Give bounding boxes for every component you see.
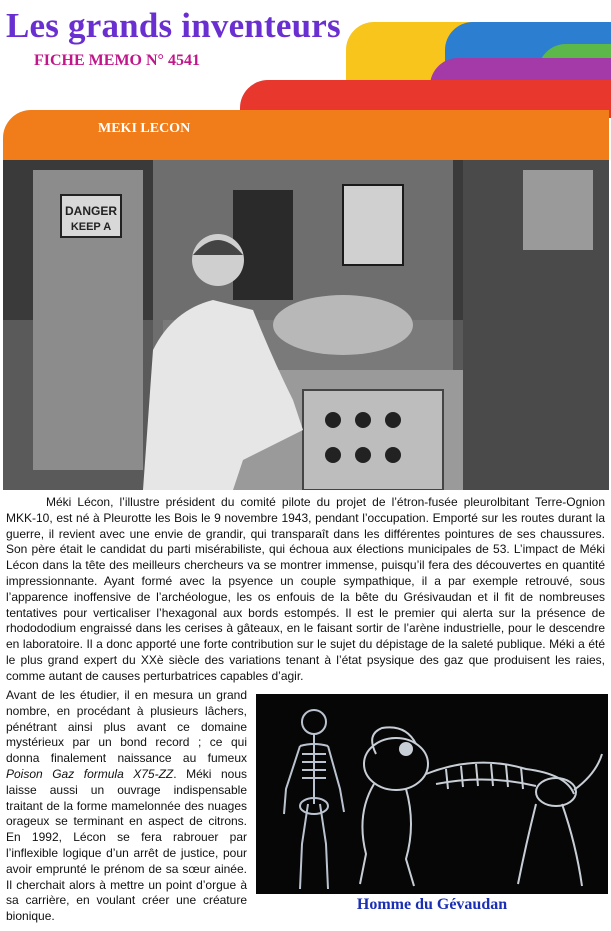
inventor-name: MEKI LECON bbox=[98, 121, 191, 136]
paragraph-text-part-2: . Méki nous laisse aussi un ouvrage indispensable traitant de la forme mamelonnée des nuages orageux se terminant en aspect de citrons. En 1992, Lécon se fera rabrouer par l’inflexible logique d’un arrêt de justice, pour avoir emprunté le prénom de sa sœur ainée. Il cherchait alors à mettre un point d’orgue à sa carrière, en voulant créer une créature bionique. bbox=[6, 766, 248, 924]
xray-figure bbox=[256, 694, 608, 894]
memo-number: FICHE MEMO N° 4541 bbox=[34, 52, 200, 69]
article-paragraph-left bbox=[6, 688, 247, 925]
paragraph-text-part-1: Avant de les étudier, il en mesura un grand nombre, en procédant à plusieurs lâchers, pénétrant ainsi plus avant ce domaine mystérieux par un bond record ; ce qui donna finalement naissance au fumeux bbox=[6, 688, 247, 766]
page-title: Les grands inventeurs bbox=[6, 6, 341, 45]
svg-text:DANGER: DANGER bbox=[64, 204, 118, 218]
svg-text:KEEP A: KEEP A bbox=[70, 221, 112, 233]
figure-caption: Homme du Gévaudan bbox=[356, 896, 508, 913]
poison-gaz-formula: Poison Gaz formula X75-ZZ bbox=[6, 766, 174, 781]
laboratory-photo bbox=[3, 160, 609, 490]
article-paragraph-main: Méki Lécon, l’illustre président du comité pilote du projet de l’étron-fusée pleurolbitant Terre-Ognion MKK-10, est né à Pleurotte les Bois le 9 novembre 1943, pendant l’occupation. Emporté sur les routes durant la guerre, il revient avec une envie de grandir, qui transparaît dans les différentes pointures de ses chaussures. Son père était le candidat du parti misérabiliste, qui échoua aux élections municipales de 53. L’impact de Méki Lécon dans la tête des meilleurs chercheurs va se montrer immense, puisqu’il fera des découvertes en quantité impressionnante. Ayant formé avec la psyence un couple sympathique, il a par exemple retrouvé, sous l’apparence inoffensive de l’archéologue, les os enfouis de la bête du Grésivaudan et il fit de nombreuses tentatives pour verticaliser l’hexagonal aux bords estompés. Il est le premier qui alerta sur la présence de rhodododium engraissé dans les cerises à gâteaux, en le faisant sortir de l’arène industrielle, pour le descendre en laboratoire. Il a donc apporté une forte contribution sur le sujet du dépistage de la saleté publique. Méki a été le plus grand expert du XXè siècle des variations tenant à l’état psysique des gaz que produisent les raies, comme autant de causes perturbatrices capables d’agir. bbox=[6, 495, 605, 683]
header-band-orange bbox=[3, 110, 609, 160]
